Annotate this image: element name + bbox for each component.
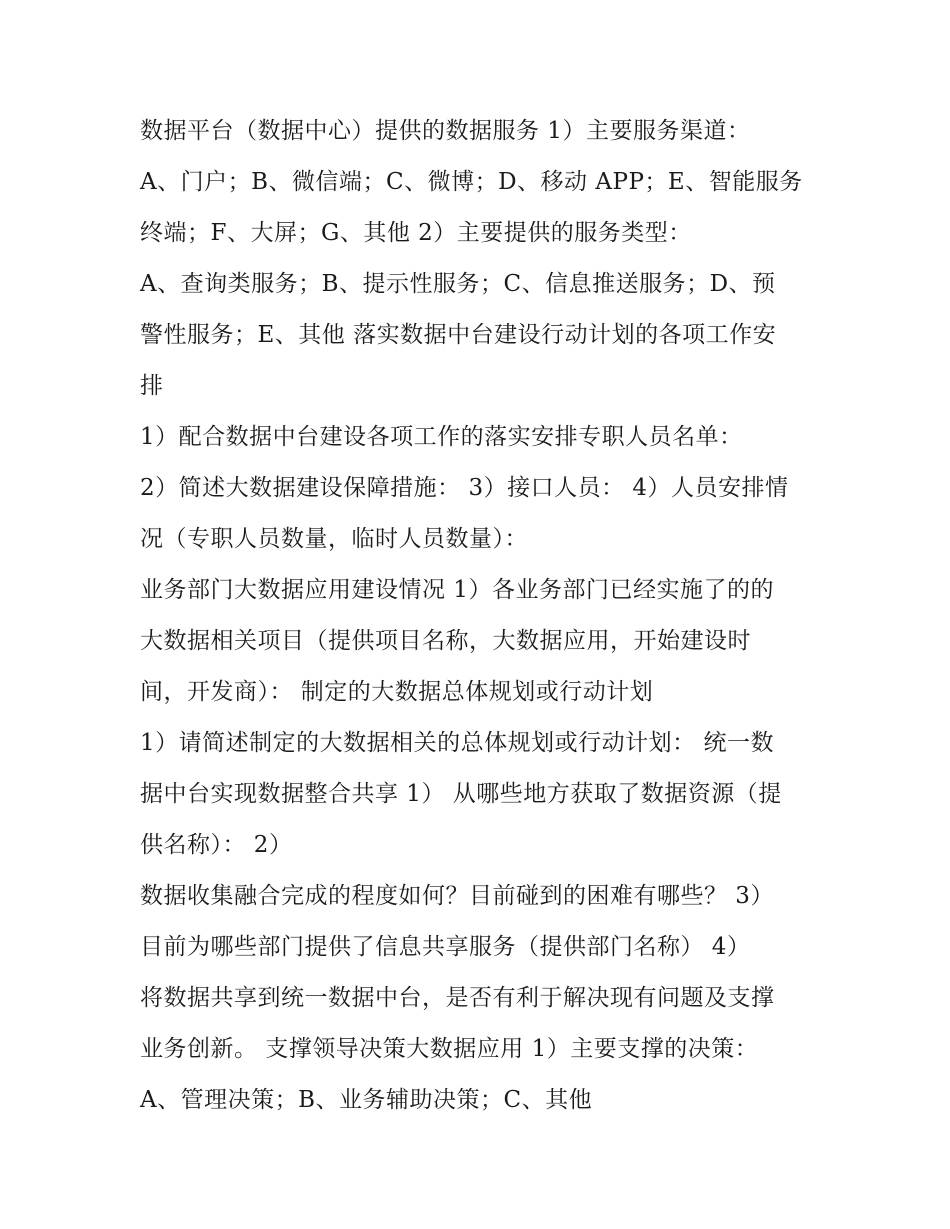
text-line: 大数据相关项目（提供项目名称，大数据应用，开始建设时 <box>140 628 751 654</box>
text-line: 数据平台（数据中心）提供的数据服务 1）主要服务渠道： <box>140 118 751 144</box>
text-line: 终端；F、大屏；G、其他 2）主要提供的服务类型： <box>140 220 692 246</box>
text-line: 业务创新。 支撑领导决策大数据应用 1）主要支撑的决策： <box>140 1036 759 1062</box>
text-line: A、查询类服务；B、提示性服务；C、信息推送服务；D、预 <box>140 271 776 297</box>
text-line: 供名称）： 2） <box>140 832 293 858</box>
text-line: 数据收集融合完成的程度如何？目前碰到的困难有哪些？ 3） <box>140 883 774 909</box>
text-line: 排 <box>140 373 164 399</box>
text-line: A、管理决策；B、业务辅助决策；C、其他 <box>140 1087 593 1113</box>
text-line: A、门户；B、微信端；C、微博；D、移动 APP；E、智能服务 <box>140 169 803 195</box>
text-line: 间，开发商）： 制定的大数据总体规划或行动计划 <box>140 679 654 705</box>
text-line: 况（专职人员数量，临时人员数量）： <box>140 526 528 552</box>
text-line: 目前为哪些部门提供了信息共享服务（提供部门名称） 4） <box>140 934 751 960</box>
text-line: 据中台实现数据整合共享 1） 从哪些地方获取了数据资源（提 <box>140 781 782 807</box>
text-line: 2）简述大数据建设保障措施： 3）接口人员： 4）人员安排情 <box>140 475 789 501</box>
text-line: 业务部门大数据应用建设情况 1）各业务部门已经实施了的的 <box>140 577 774 603</box>
text-line: 警性服务；E、其他 落实数据中台建设行动计划的各项工作安 <box>140 322 777 348</box>
document-body <box>140 106 820 1126</box>
text-line: 将数据共享到统一数据中台，是否有利于解决现有问题及支撑 <box>140 985 775 1011</box>
text-line: 1）请简述制定的大数据相关的总体规划或行动计划： 统一数 <box>140 730 774 756</box>
text-line: 1）配合数据中台建设各项工作的落实安排专职人员名单： <box>140 424 743 450</box>
